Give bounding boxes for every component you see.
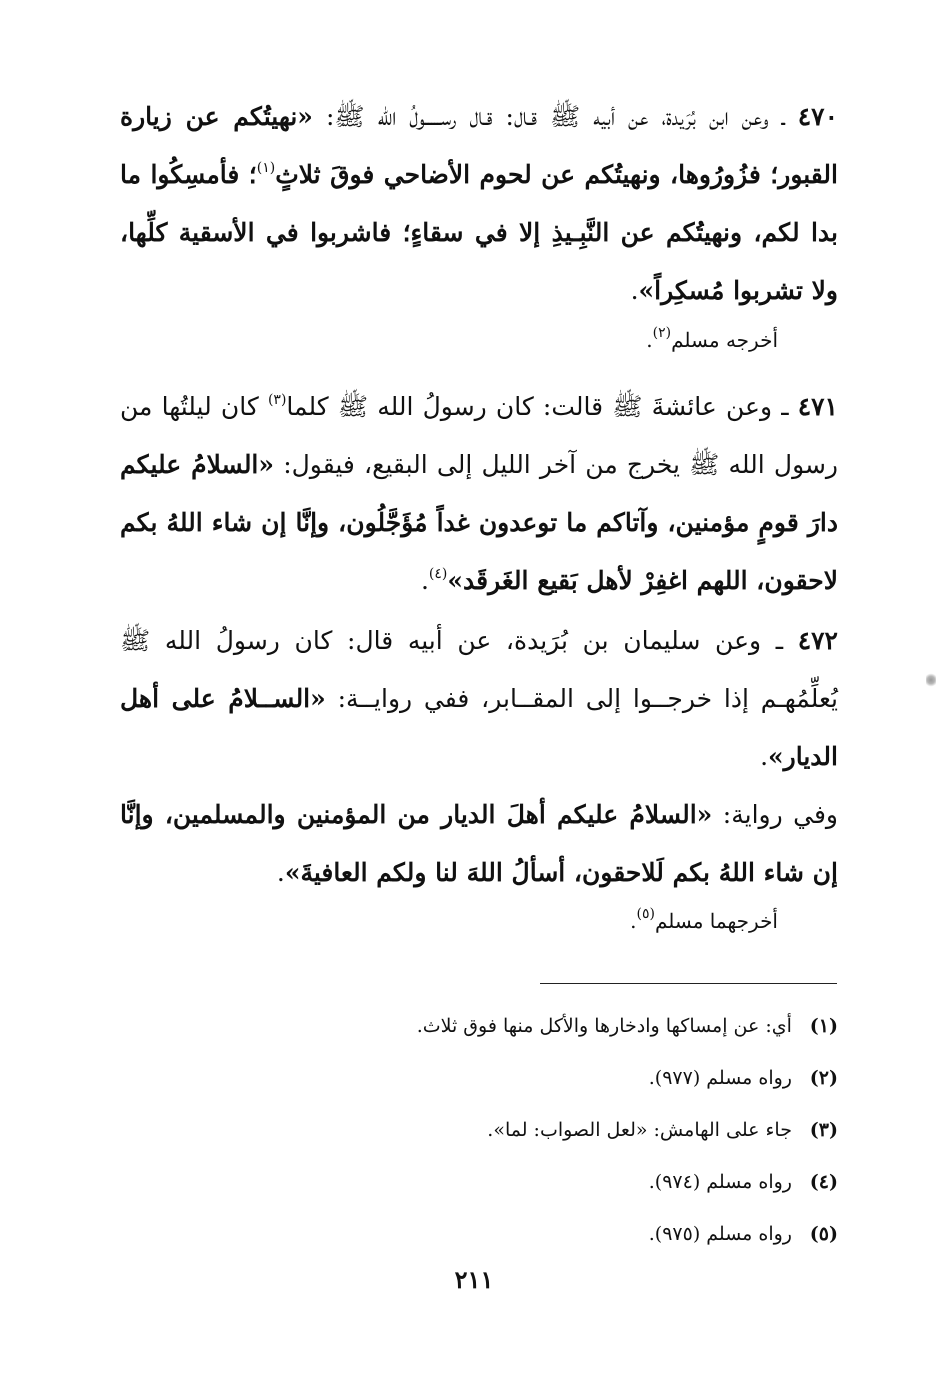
hadith-intro: ـ وعن ابن بُرَيدة، عن أبيه ﷺ قـال: قـال رســـــولُ الله ﷺ:: [312, 102, 798, 131]
footnote-ref-2: (٢): [652, 325, 672, 342]
footnote-item: [338, 1208, 838, 1260]
source-line-2: [630, 906, 778, 936]
page-number: ٢١١: [454, 1265, 494, 1294]
footnote-text: رواه مسلم (٩٧٧).: [648, 1067, 792, 1089]
footnote-ref-5: (٥): [636, 906, 655, 923]
hadith-471: [120, 378, 838, 610]
hadith-quote: «نهيتُكم عن زيارة القبور؛ فزُورُوها، ونهيتُكم عن لحوم الأضاحي فوقَ ثلاثٍ: [120, 102, 838, 189]
riwaya-end: .: [276, 858, 285, 887]
footnote-ref-4: (٤): [428, 565, 448, 582]
scan-speck: [926, 672, 936, 688]
footnote-text: جاء على الهامش: «لعل الصواب: لما».: [487, 1119, 792, 1141]
footnote-ref-3: (٣): [267, 391, 287, 408]
hadith-intro: ـ وعن عائشةَ ﷺ قالت: كان رسولُ الله ﷺ كلما: [286, 392, 798, 421]
footnote-number: (٤): [809, 1171, 838, 1193]
footnote-item: [338, 1000, 838, 1052]
source-end: .: [646, 328, 653, 352]
hadith-end: .: [420, 566, 429, 595]
source-line: [646, 325, 778, 355]
hadith-number: ٤٧٢: [797, 626, 838, 655]
source-text: أخرجه مسلم: [671, 328, 778, 352]
riwaya-intro: وفي رواية:: [712, 800, 838, 829]
riwaya-quote: «السلامُ عليكم أهلَ الديار من المؤمنين والمسلمين، وإنَّا إن شاء اللهُ بكم لَلاحقون، أسألُ اللهَ لنا ولكم العافيةَ»: [120, 800, 838, 887]
footnote-text: رواه مسلم (٩٧٥).: [648, 1223, 792, 1245]
footnote-text: أي: عن إمساكها وادخارها والأكل منها فوق ثلاث.: [416, 1015, 792, 1037]
footnote-text: رواه مسلم (٩٧٤).: [648, 1171, 792, 1193]
hadith-end: .: [760, 742, 769, 771]
footnote-number: (١): [809, 1015, 838, 1037]
source-text: أخرجهما مسلم: [654, 909, 778, 933]
hadith-quote-cont: ؛ فأمسِكُوا ما بدا لكم، ونهيتُكم عن النَّبِـيذِ إلا في سقاءٍ؛ فاشربوا في الأسقية كلِّها، ولا تشربوا مُسكِراً»: [120, 160, 838, 305]
footnote-number: (٥): [809, 1223, 838, 1245]
hadith-end: .: [630, 276, 639, 305]
footnote-item: [338, 1052, 838, 1104]
hadith-470: [120, 88, 838, 320]
footnote-ref-1: (١): [256, 159, 276, 176]
riwaya-paragraph: [120, 786, 838, 902]
footnotes-list: [338, 1000, 838, 1260]
footnote-number: (٣): [809, 1119, 838, 1141]
hadith-number: ٤٧٠: [797, 102, 839, 131]
hadith-text: كان ليلتُها من رسول الله ﷺ يخرج من آخر الليل إلى البقيع، فيقول:: [120, 392, 839, 479]
hadith-intro: ـ وعن سليمان بن بُرَيدة، عن أبيه قال: كان رسولُ الله ﷺ يُعلِّمُهـم إذا خرجــوا إلى المقــابر، ففي روايــة:: [120, 626, 838, 713]
source-end: .: [630, 909, 637, 933]
footnote-item: [338, 1156, 838, 1208]
hadith-number: ٤٧١: [797, 392, 838, 421]
hadith-quote: «الســلامُ على أهل الديار»: [120, 684, 838, 771]
hadith-quote: «السلامُ عليكم دارَ قومٍ مؤمنين، وآتاكم ما توعدون غداً مُؤَجَّلُون، وإنَّا إن شاء اللهُ بكم لاحقون، اللهم اغفِرْ لأهل بَقيع الغَرقَد»: [120, 450, 838, 595]
footnote-divider: [540, 983, 837, 984]
footnote-number: (٢): [809, 1067, 838, 1089]
footnote-item: [338, 1104, 838, 1156]
hadith-472: [120, 612, 838, 786]
